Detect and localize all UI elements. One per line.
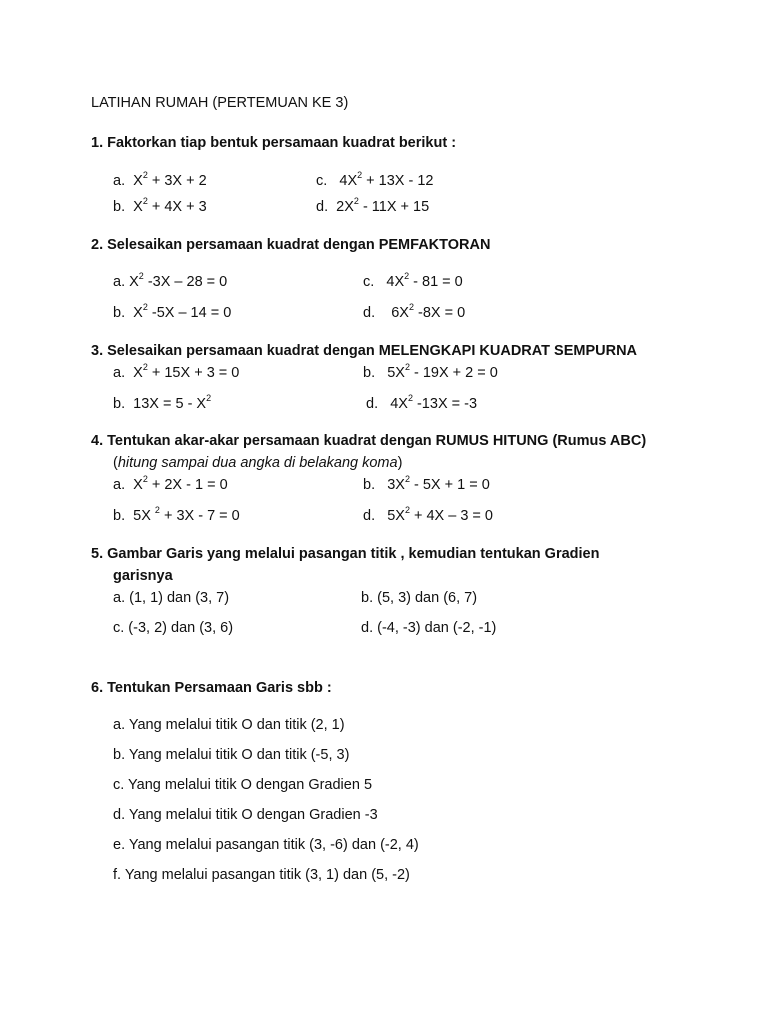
q6-item-e: e. Yang melalui pasangan titik (3, -6) dan (-2, 4) [113,837,419,853]
q3-item-c: b. $13X = 5 - X^2$ [113,393,212,412]
q1-item-c: c. $4X^2 + 13X - 12$ [316,170,434,189]
question-5-heading-cont: garisnya [113,568,173,584]
q4-item-c: b. 5X $^2$ + 3X - 7 = 0 [113,505,240,524]
q5-item-a: a. (1, 1) dan (3, 7) [113,590,230,606]
q4-item-d: d. $5X^2 + 4X - 3 = 0$ [363,505,493,524]
q1-item-b: b. $X^2 + 4X + 3$ [113,196,207,215]
question-2-heading: 2. Selesaikan persamaan kuadrat dengan PEMFAKTORAN [91,237,491,253]
q3-item-a: a. $X^2 + 15X + 3 = 0$ [113,362,240,381]
q5-item-c: c. (-3, 2) dan (3, 6) [113,620,234,636]
q2-item-d: d. $6X^2$ -8X = 0 [363,302,466,321]
q2-item-a: a. $X^2$ -3X – 28 = 0 [113,271,228,290]
q6-item-f: f. Yang melalui pasangan titik (3, 1) dan (5, -2) [113,867,410,883]
q3-item-b: b. $5X^2 - 19X + 2 = 0$ [363,362,498,381]
question-3-heading: 3. Selesaikan persamaan kuadrat dengan MELENGKAPI KUADRAT SEMPURNA [91,343,638,359]
q6-item-b: b. Yang melalui titik O dan titik (-5, 3) [113,747,350,763]
q2-item-c: c. $4X^2 - 81 = 0$ [363,271,463,290]
q4-note: (hitung sampai dua angka di belakang koma) [113,455,403,471]
question-4-heading: 4. Tentukan akar-akar persamaan kuadrat dengan RUMUS HITUNG (Rumus ABC) [91,433,647,449]
q1-item-a: a. $X^2 + 3X + 2$ [113,170,207,189]
q5-item-b: b. (5, 3) dan (6, 7) [361,590,478,606]
q5-item-d: d. (-4, -3) dan (-2, -1) [361,620,497,636]
question-5-heading: 5. Gambar Garis yang melalui pasangan titik , kemudian tentukan Gradien [91,546,600,562]
page-title: LATIHAN RUMAH (PERTEMUAN KE 3) [91,95,349,111]
q6-item-a: a. Yang melalui titik O dan titik (2, 1) [113,717,345,733]
q1-item-d: d. $2X^2 - 11X + 15$ [316,196,430,215]
q4-item-a: a. $X^2 + 2X - 1 = 0$ [113,474,228,493]
q3-item-d: d. $4X^2$ -13X = -3 [366,393,478,412]
q2-item-b: b. $X^2$ -5X – 14 = 0 [113,302,232,321]
question-1-heading: 1. Faktorkan tiap bentuk persamaan kuadrat berikut : [91,135,457,151]
q4-item-b: b. $3X^2 - 5X + 1 = 0$ [363,474,490,493]
q6-item-d: d. Yang melalui titik O dengan Gradien -3 [113,807,378,823]
question-6-heading: 6. Tentukan Persamaan Garis sbb : [91,680,332,696]
q6-item-c: c. Yang melalui titik O dengan Gradien 5 [113,777,373,793]
